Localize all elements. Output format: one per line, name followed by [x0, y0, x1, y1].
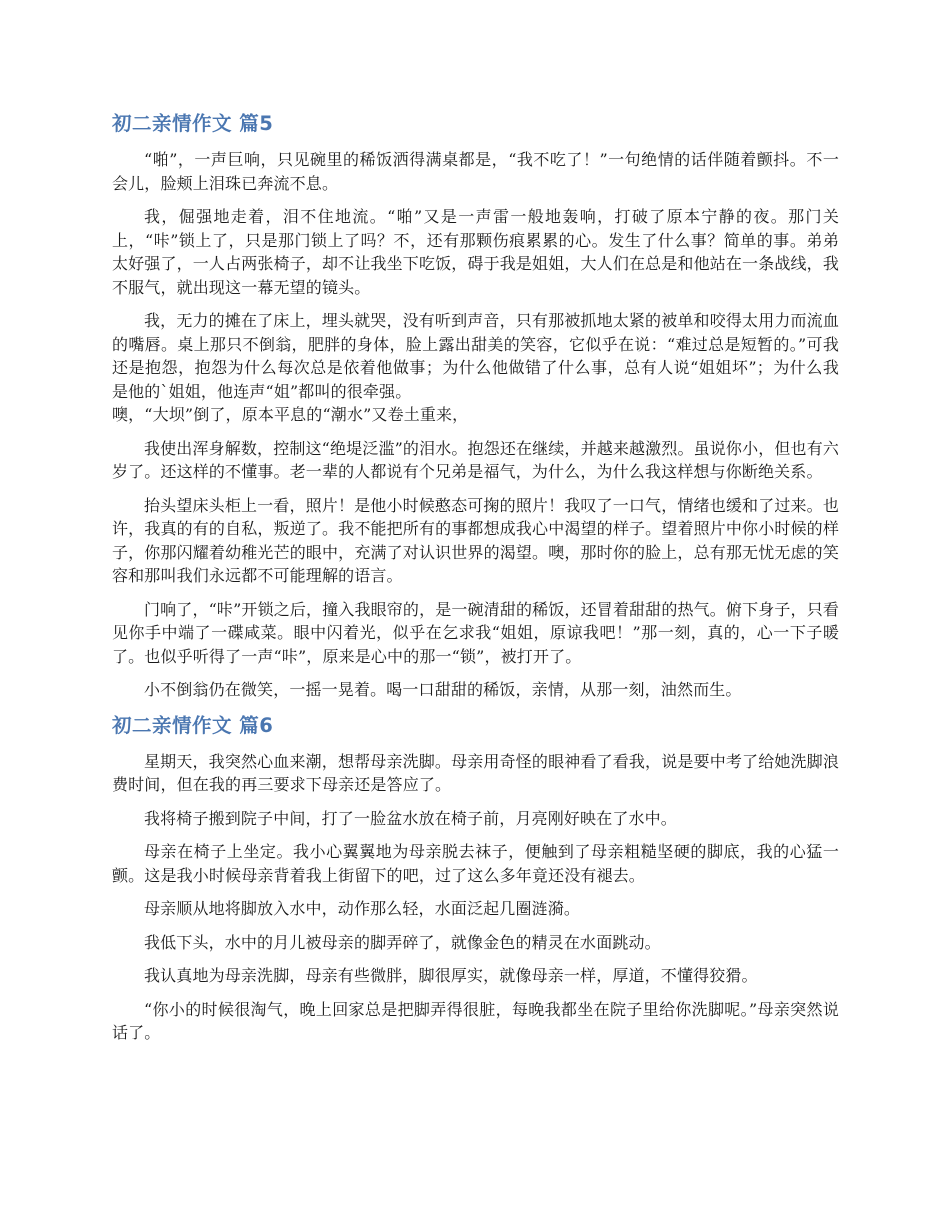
paragraph: 门响了，“咔”开锁之后，撞入我眼帘的，是一碗清甜的稀饭，还冒着甜甜的热气。俯下身子，只看见你手中端了一碟咸菜。眼中闪着光，似乎在乞求我“姐姐，原谅我吧！”那一刻，真的，心一下子暖了。也似乎听得了一声“咔”，原来是心中的那一“锁”，被打开了。: [112, 599, 839, 666]
paragraph: 我认真地为母亲洗脚，母亲有些微胖，脚很厚实，就像母亲一样，厚道，不懂得狡猾。: [144, 966, 758, 985]
paragraph: 母亲顺从地将脚放入水中，动作那么轻，水面泛起几圈涟漪。: [144, 899, 581, 918]
paragraph: “你小的时候很淘气，晚上回家总是把脚弄得很脏，每晚我都坐在院子里给你洗脚呢。”母亲突然说话了。: [112, 999, 839, 1042]
paragraph: 我，无力的摊在了床上，埋头就哭，没有听到声音，只有那被抓地太紧的被单和咬得太用力而流血的嘴唇。桌上那只不倒翁，肥胖的身体，脸上露出甜美的笑容，它似乎在说：“难过总是短暂的。”可我还是抱怨，抱怨为什么每次总是依着他做事；为什么他做错了什么事，总有人说“姐姐坏”；为什么我是他的`姐姐，他连声“姐”都叫的很牵强。: [112, 311, 839, 401]
paragraph: 小不倒翁仍在微笑，一摇一晃着。喝一口甜甜的稀饭，亲情，从那一刻，油然而生。: [144, 680, 742, 699]
paragraph: “啪”，一声巨响，只见碗里的稀饭洒得满桌都是，“我不吃了！”一句绝情的话伴随着颤抖。不一会儿，脸颊上泪珠已奔流不息。: [112, 150, 839, 193]
paragraph: 抬头望床头柜上一看，照片！是他小时候憨态可掬的照片！我叹了一口气，情绪也缓和了过来。也许，我真的有的自私，叛逆了。我不能把所有的事都想成我心中渴望的样子。望着照片中你小时候的样子，你那闪耀着幼稚光芒的眼中，充满了对认识世界的渴望。噢，那时你的脸上，总有那无忧无虑的笑容和那叫我们永远都不可能理解的语言。: [112, 495, 839, 585]
document-page: [112, 110, 839, 1055]
section-title-6: 初二亲情作文 篇6: [112, 713, 274, 737]
paragraph: 我，倔强地走着，泪不住地流。“啪”又是一声雷一般地轰响，打破了原本宁静的夜。那门关上，“咔”锁上了，只是那门锁上了吗？不，还有那颗伤痕累累的心。发生了什么事？简单的事。弟弟太好强了，一人占两张椅子，却不让我坐下吃饭，碍于我是姐姐，大人们在总是和他站在一条战线，我不服气，就出现这一幕无望的镜头。: [112, 207, 839, 297]
paragraph: 我将椅子搬到院子中间，打了一脸盆水放在椅子前，月亮刚好映在了水中。: [144, 808, 677, 828]
paragraph: 我使出浑身解数，控制这“绝堤泛滥”的泪水。抱怨还在继续，并越来越激烈。虽说你小，但也有六岁了。还这样的不懂事。老一辈的人都说有个兄弟是福气，为什么，为什么我这样想与你断绝关系。: [112, 438, 839, 481]
paragraph: 母亲在椅子上坐定。我小心翼翼地为母亲脱去袜子，便触到了母亲粗糙坚硬的脚底，我的心猛一颤。这是我小时候母亲背着我上街留下的吧，过了这么多年竟还没有褪去。: [112, 842, 839, 885]
paragraph: 噢，“大坝”倒了，原本平息的“潮水”又卷土重来，: [112, 405, 469, 424]
paragraph: 我低下头，水中的月儿被母亲的脚弄碎了，就像金色的精灵在水面跳动。: [144, 932, 661, 952]
paragraph: 星期天，我突然心血来潮，想帮母亲洗脚。母亲用奇怪的眼神看了看我，说是要中考了给她洗脚浪费时间，但在我的再三要求下母亲还是答应了。: [112, 751, 839, 794]
section-title-5: 初二亲情作文 篇5: [112, 112, 274, 135]
